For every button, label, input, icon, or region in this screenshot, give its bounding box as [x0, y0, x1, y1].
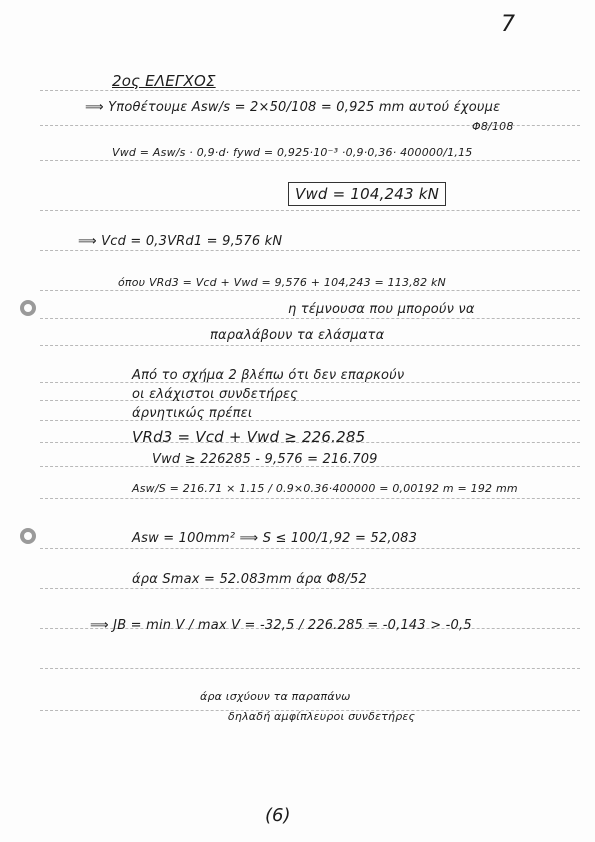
ruled-line — [40, 90, 580, 91]
handwritten-line: άρα ισχύουν τα παραπάνω — [200, 690, 351, 703]
handwritten-line: παραλάβουν τα ελάσματα — [210, 328, 385, 343]
page-number: 7 — [501, 12, 515, 37]
ruled-line — [40, 548, 580, 549]
ruled-line — [40, 588, 580, 589]
punch-hole — [20, 300, 36, 316]
section-heading: 2ος ΕΛΕΓΧΟΣ — [112, 72, 216, 90]
handwritten-line: Asw = 100mm² ⟹ S ≤ 100/1,92 = 52,083 — [132, 531, 418, 546]
handwritten-line: άρνητικώς πρέπει — [132, 406, 253, 421]
handwritten-line: όπου VRd3 = Vcd + Vwd = 9,576 + 104,243 = 113,82 kN — [118, 276, 446, 289]
handwritten-formula: Asw/S = 216.71 × 1.15 / 0.9×0.36·400000 = 0,00192 m = 192 mm — [132, 482, 518, 495]
result-box: Vwd = 104,243 kN — [288, 182, 446, 206]
ruled-line — [40, 160, 580, 161]
handwritten-line: ⟹ Υποθέτουμε Asw/s = 2×50/108 = 0,925 mm αυτού έχουμε — [85, 100, 501, 115]
handwritten-line: Vwd ≥ 226285 - 9,576 = 216.709 — [152, 452, 378, 467]
handwritten-line: VRd3 = Vcd + Vwd ≥ 226.285 — [132, 428, 366, 446]
handwritten-line: οι ελάχιστοι συνδετήρες — [132, 387, 298, 402]
handwritten-line: ⟹ Vcd = 0,3VRd1 = 9,576 kN — [78, 234, 283, 249]
ruled-line — [40, 400, 580, 401]
handwritten-formula: ⟹ JB = min V / max V = -32,5 / 226.285 = -0,143 > -0,5 — [90, 618, 472, 633]
handwritten-formula: Vwd = Asw/s · 0,9·d· fywd = 0,925·10⁻³ ·0,9·0,36· 400000/1,15 — [112, 146, 473, 159]
footer-page-number: (6) — [265, 805, 291, 826]
ruled-line — [40, 210, 580, 211]
ruled-line — [40, 290, 580, 291]
handwritten-line: Φ8/108 — [472, 120, 514, 133]
handwritten-line: Από το σχήμα 2 βλέπω ότι δεν επαρκούν — [132, 368, 405, 383]
ruled-line — [40, 250, 580, 251]
punch-hole — [20, 528, 36, 544]
ruled-line — [40, 345, 580, 346]
handwritten-line: άρα Smax = 52.083mm άρα Φ8/52 — [132, 572, 367, 587]
handwritten-line: η τέμνουσα που μπορούν να — [288, 302, 475, 317]
ruled-line — [40, 420, 580, 421]
ruled-line — [40, 498, 580, 499]
ruled-line — [40, 318, 580, 319]
binder-edge — [0, 0, 30, 340]
handwritten-line: δηλαδή αμφίπλευροι συνδετήρες — [228, 710, 416, 723]
ruled-line — [40, 668, 580, 669]
